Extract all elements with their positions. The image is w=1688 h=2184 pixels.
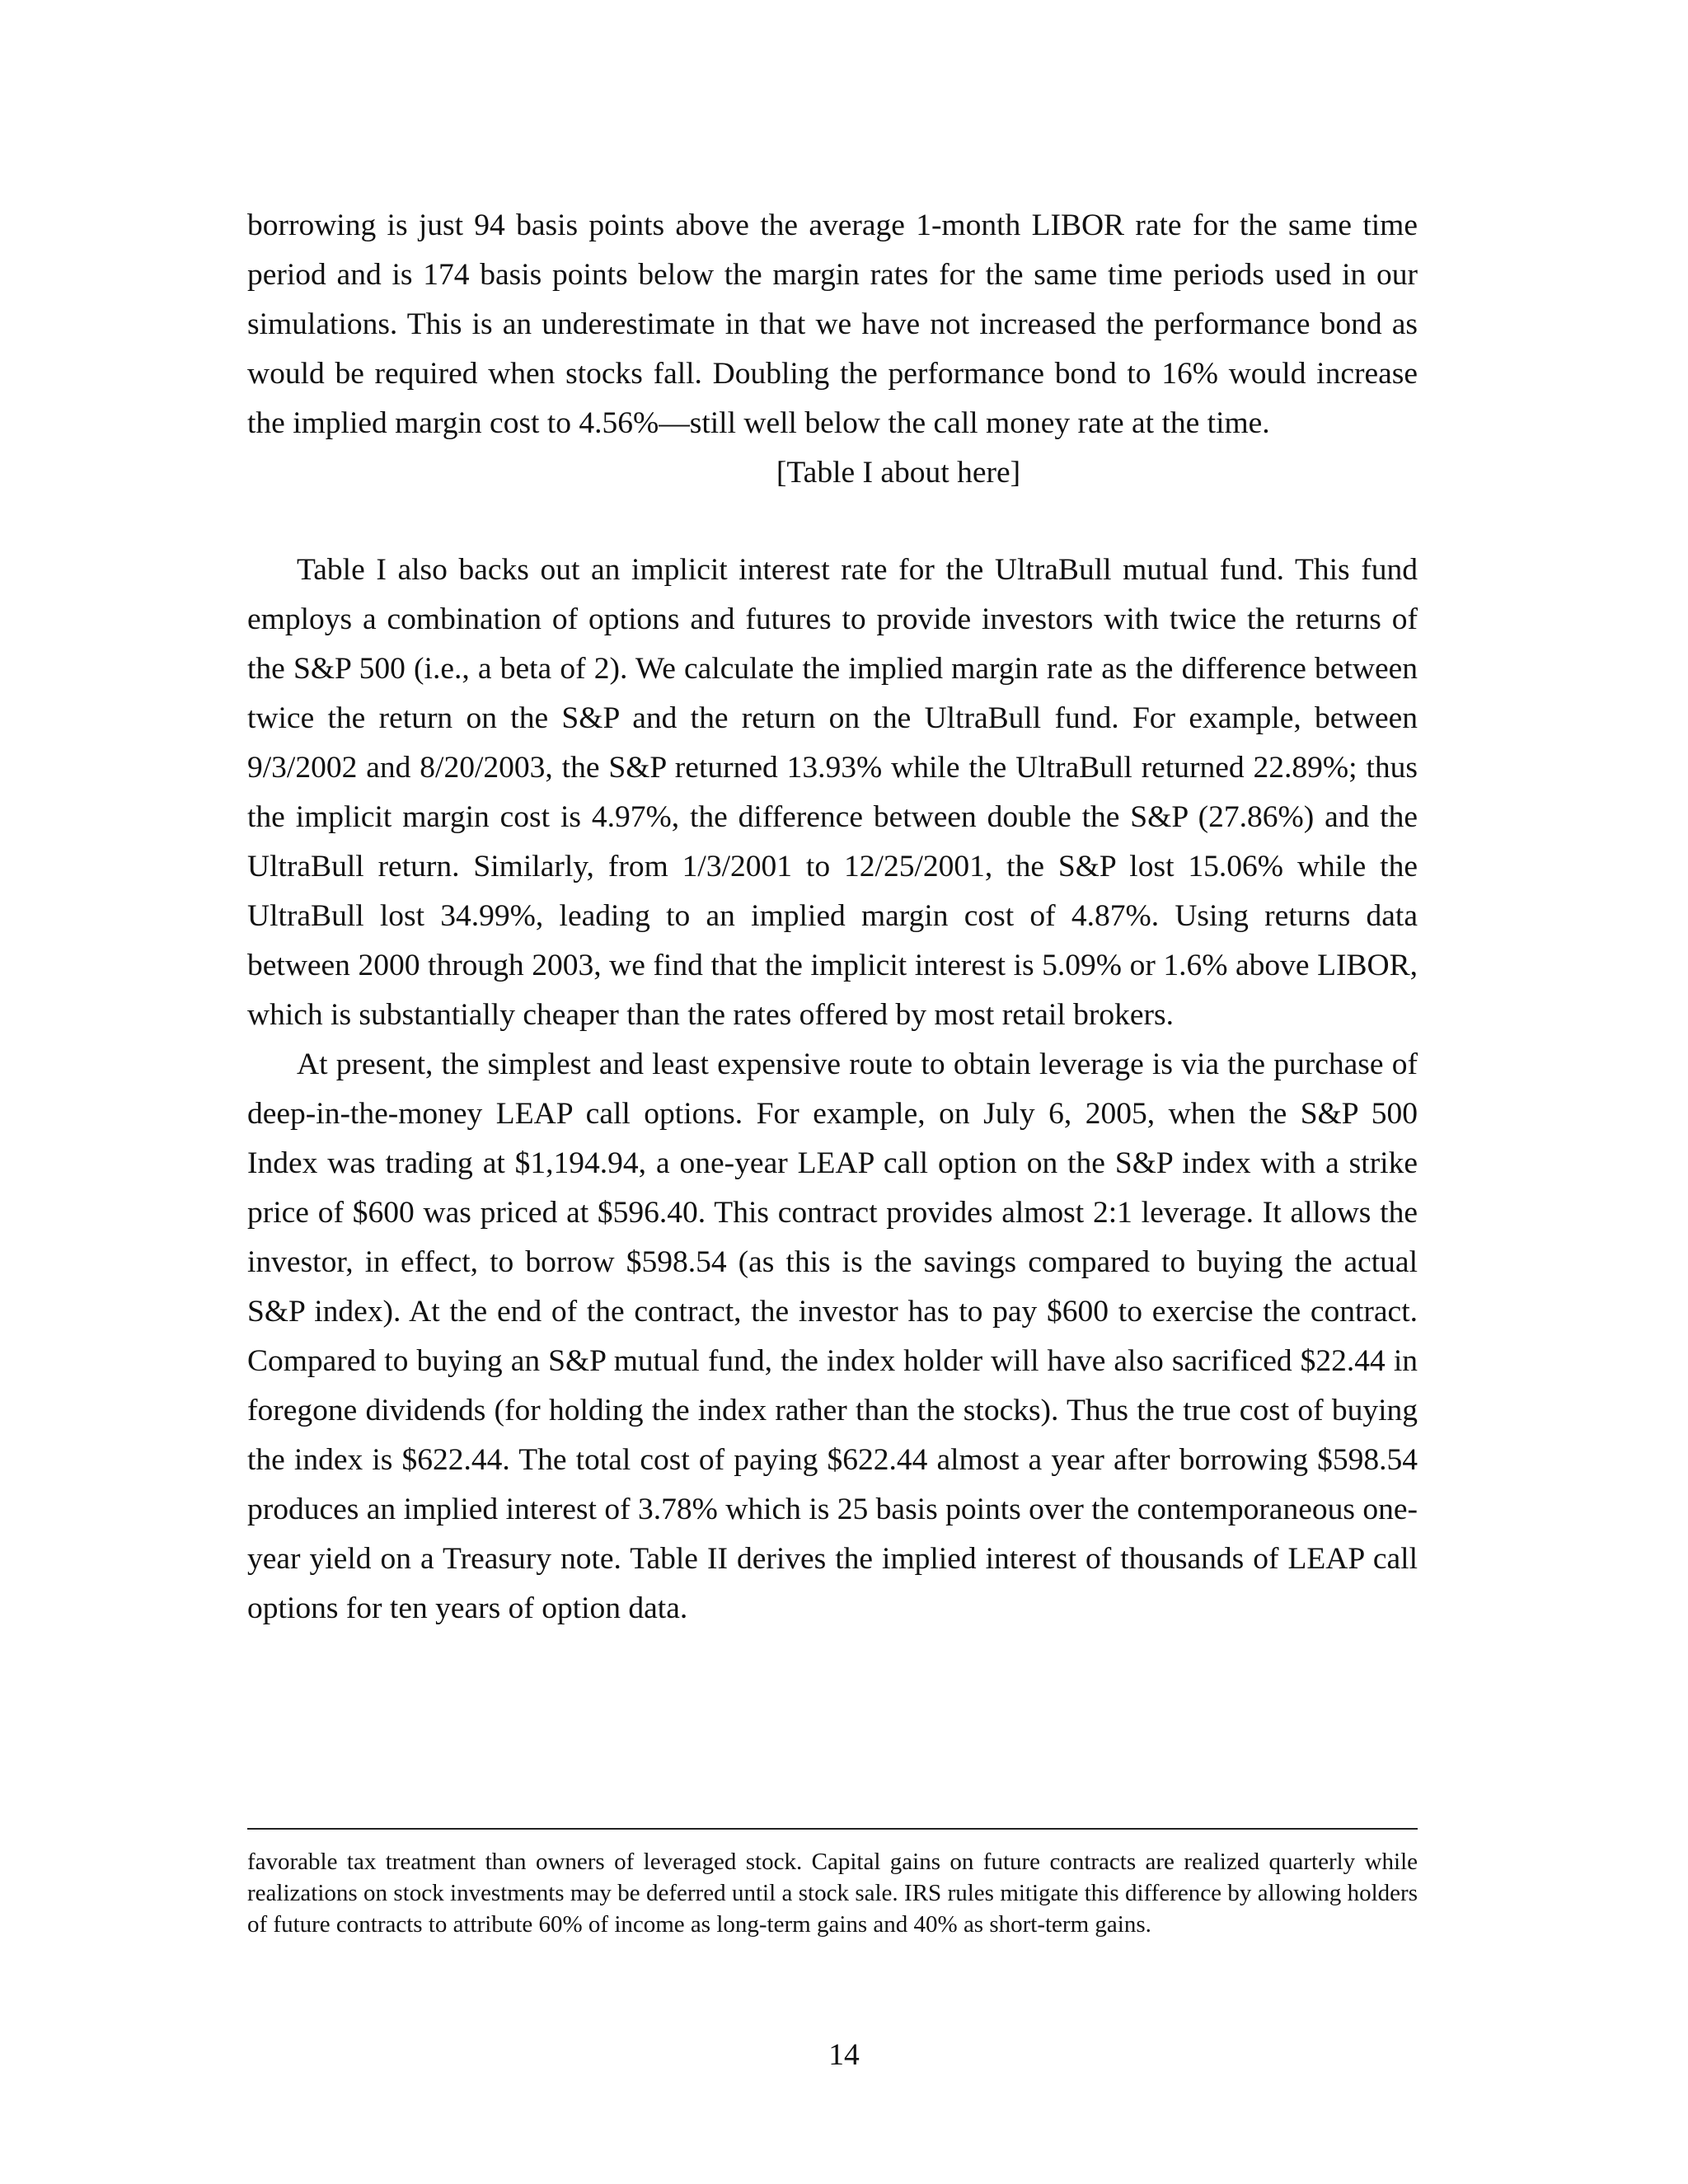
paragraph-continued: borrowing is just 94 basis points above the average 1-month LIBOR rate for the same time period and is 174 basis points below the margin rates for the same time periods used in our simulations. This is an underestimate in that we have not increased the performance bond as would be required when stocks fall. Doubling the performance bond to 16% would increase the implied margin cost to 4.56%—still well below the call money rate at the time.	[247, 209, 1418, 440]
paragraph-gap	[247, 498, 1418, 546]
page-number: 14	[828, 2038, 860, 2072]
main-text	[247, 201, 1418, 1633]
table-placement-note: [Table I about here]	[776, 456, 1021, 490]
paragraph-ultrabull: Table I also backs out an implicit interest rate for the UltraBull mutual fund. This fund employs a combination of options and futures to provide investors with twice the returns of the S&P 500 (i.e., a beta of 2). We calculate the implied margin rate as the difference between twice the return on the S&P and the return on the UltraBull fund. For example, between 9/3/2002 and 8/20/2003, the S&P returned 13.93% while the UltraBull returned 22.89%; thus the implicit margin cost is 4.97%, the difference between double the S&P (27.86%) and the UltraBull return. Similarly, from 1/3/2001 to 12/25/2001, the S&P lost 15.06% while the UltraBull lost 34.99%, leading to an implied margin cost of 4.87%. Using returns data between 2000 through 2003, we find that the implicit interest is 5.09% or 1.6% above LIBOR, which is substantially cheaper than the rates offered by most retail brokers.	[247, 553, 1418, 1032]
footnote-continued: favorable tax treatment than owners of leveraged stock. Capital gains on future contracts are realized quarterly while realizations on stock investments may be deferred until a stock sale. IRS rules mitigate this difference by allowing holders of future contracts to attribute 60% of income as long-term gains and 40% as short-term gains.	[247, 1849, 1418, 1938]
footnote-divider	[247, 1828, 1418, 1830]
paragraph-leap-options: At present, the simplest and least expensive route to obtain leverage is via the purchase of deep-in-the-money LEAP call options. For example, on July 6, 2005, when the S&P 500 Index was trading at $1,194.94, a one-year LEAP call option on the S&P index with a strike price of $600 was priced at $596.40. This contract provides almost 2:1 leverage. It allows the investor, in effect, to borrow $598.54 (as this is the savings compared to buying the actual S&P index). At the end of the contract, the investor has to pay $600 to exercise the contract. Compared to buying an S&P mutual fund, the index holder will have also sacrificed $22.44 in foregone dividends (for holding the index rather than the stocks). Thus the true cost of buying the index is $622.44. The total cost of paying $622.44 almost a year after borrowing $598.54 produces an implied interest of 3.78% which is 25 basis points over the contemporaneous one-year yield on a Treasury note. Table II derives the implied interest of thousands of LEAP call options for ten years of option data.	[247, 1047, 1418, 1625]
